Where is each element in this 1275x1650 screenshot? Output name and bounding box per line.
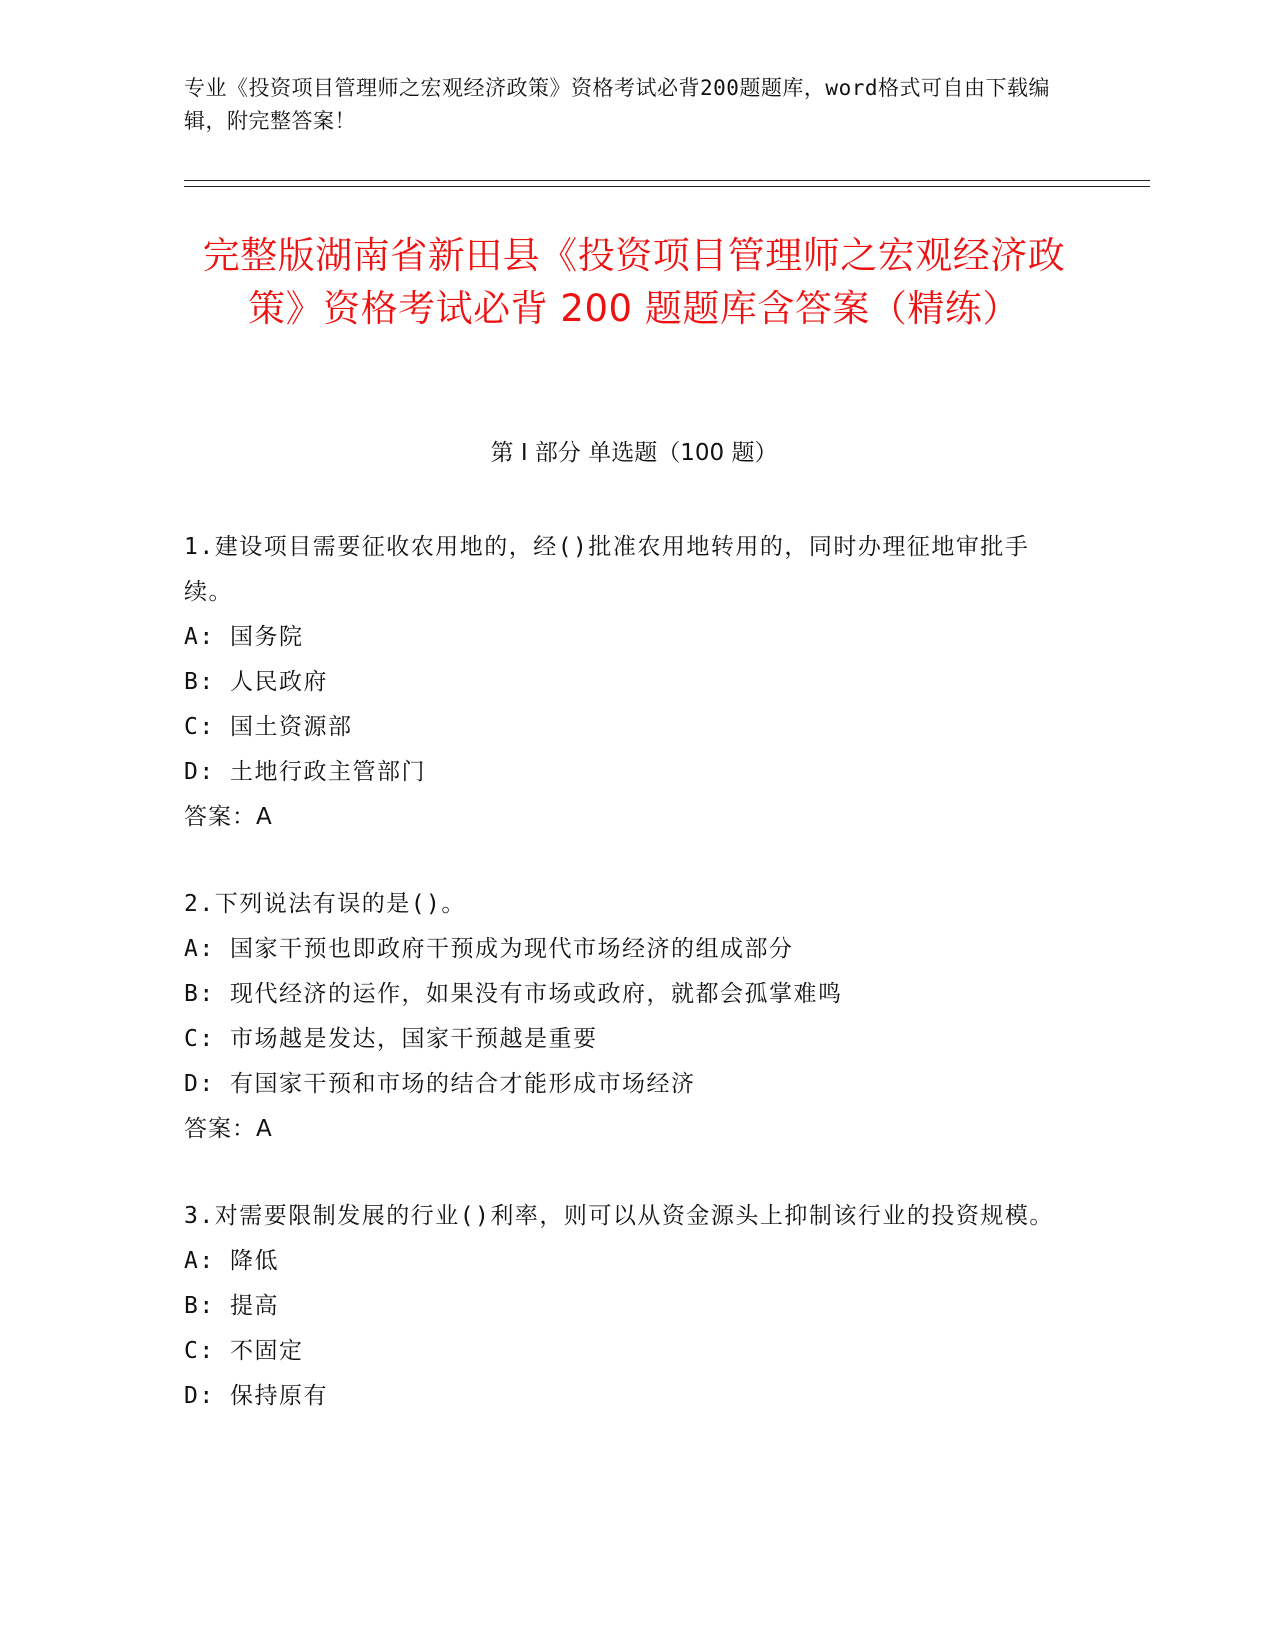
option-text: 土地行政主管部门 (230, 759, 426, 785)
option-b (184, 660, 1064, 705)
option-text: 国家干预也即政府干预成为现代市场经济的组成部分 (230, 936, 794, 962)
option-c (184, 1329, 1064, 1374)
answer-line: 答案：A (184, 1116, 273, 1142)
option-text: 国务院 (230, 624, 304, 650)
option-text: 人民政府 (230, 669, 328, 695)
header-note: 专业《投资项目管理师之宏观经济政策》资格考试必背200题题库，word格式可自由下载编辑，附完整答案！ (184, 76, 1050, 133)
option-letter: C: (184, 1338, 215, 1364)
option-text: 有国家干预和市场的结合才能形成市场经济 (230, 1071, 696, 1097)
question-item (184, 882, 1064, 1152)
option-a (184, 927, 1064, 972)
question-stem: 1.建设项目需要征收农用地的，经()批准农用地转用的，同时办理征地审批手续。 (184, 534, 1030, 605)
option-text: 不固定 (230, 1338, 304, 1364)
question-stem: 3.对需要限制发展的行业()利率，则可以从资金源头上抑制该行业的投资规模。 (184, 1203, 1054, 1229)
question-list (184, 525, 1064, 1461)
option-a (184, 1239, 1064, 1284)
option-b (184, 1284, 1064, 1329)
option-letter: A: (184, 936, 215, 962)
option-letter: C: (184, 714, 215, 740)
option-letter: D: (184, 1383, 215, 1409)
section-heading: 第 I 部分 单选题（100 题） (490, 440, 778, 466)
option-d (184, 1374, 1064, 1419)
question-item (184, 525, 1064, 840)
header-divider-bottom (184, 186, 1150, 187)
option-text: 提高 (230, 1293, 279, 1319)
option-letter: A: (184, 624, 215, 650)
option-letter: B: (184, 669, 215, 695)
question-item (184, 1194, 1064, 1419)
document-title: 完整版湖南省新田县《投资项目管理师之宏观经济政策》资格考试必背 200 题题库含答案（精练） (202, 234, 1066, 330)
option-text: 市场越是发达，国家干预越是重要 (230, 1026, 598, 1052)
option-c (184, 705, 1064, 750)
option-d (184, 750, 1064, 795)
option-letter: A: (184, 1248, 215, 1274)
question-stem: 2.下列说法有误的是()。 (184, 891, 466, 917)
option-text: 现代经济的运作，如果没有市场或政府，就都会孤掌难鸣 (230, 981, 843, 1007)
option-letter: B: (184, 1293, 215, 1319)
option-text: 国土资源部 (230, 714, 353, 740)
option-d (184, 1062, 1064, 1107)
option-c (184, 1017, 1064, 1062)
option-b (184, 972, 1064, 1017)
option-letter: D: (184, 1071, 215, 1097)
header-divider-top (184, 180, 1150, 181)
option-letter: C: (184, 1026, 215, 1052)
option-letter: D: (184, 759, 215, 785)
option-text: 降低 (230, 1248, 279, 1274)
answer-line: 答案：A (184, 804, 273, 830)
option-letter: B: (184, 981, 215, 1007)
option-a (184, 615, 1064, 660)
option-text: 保持原有 (230, 1383, 328, 1409)
